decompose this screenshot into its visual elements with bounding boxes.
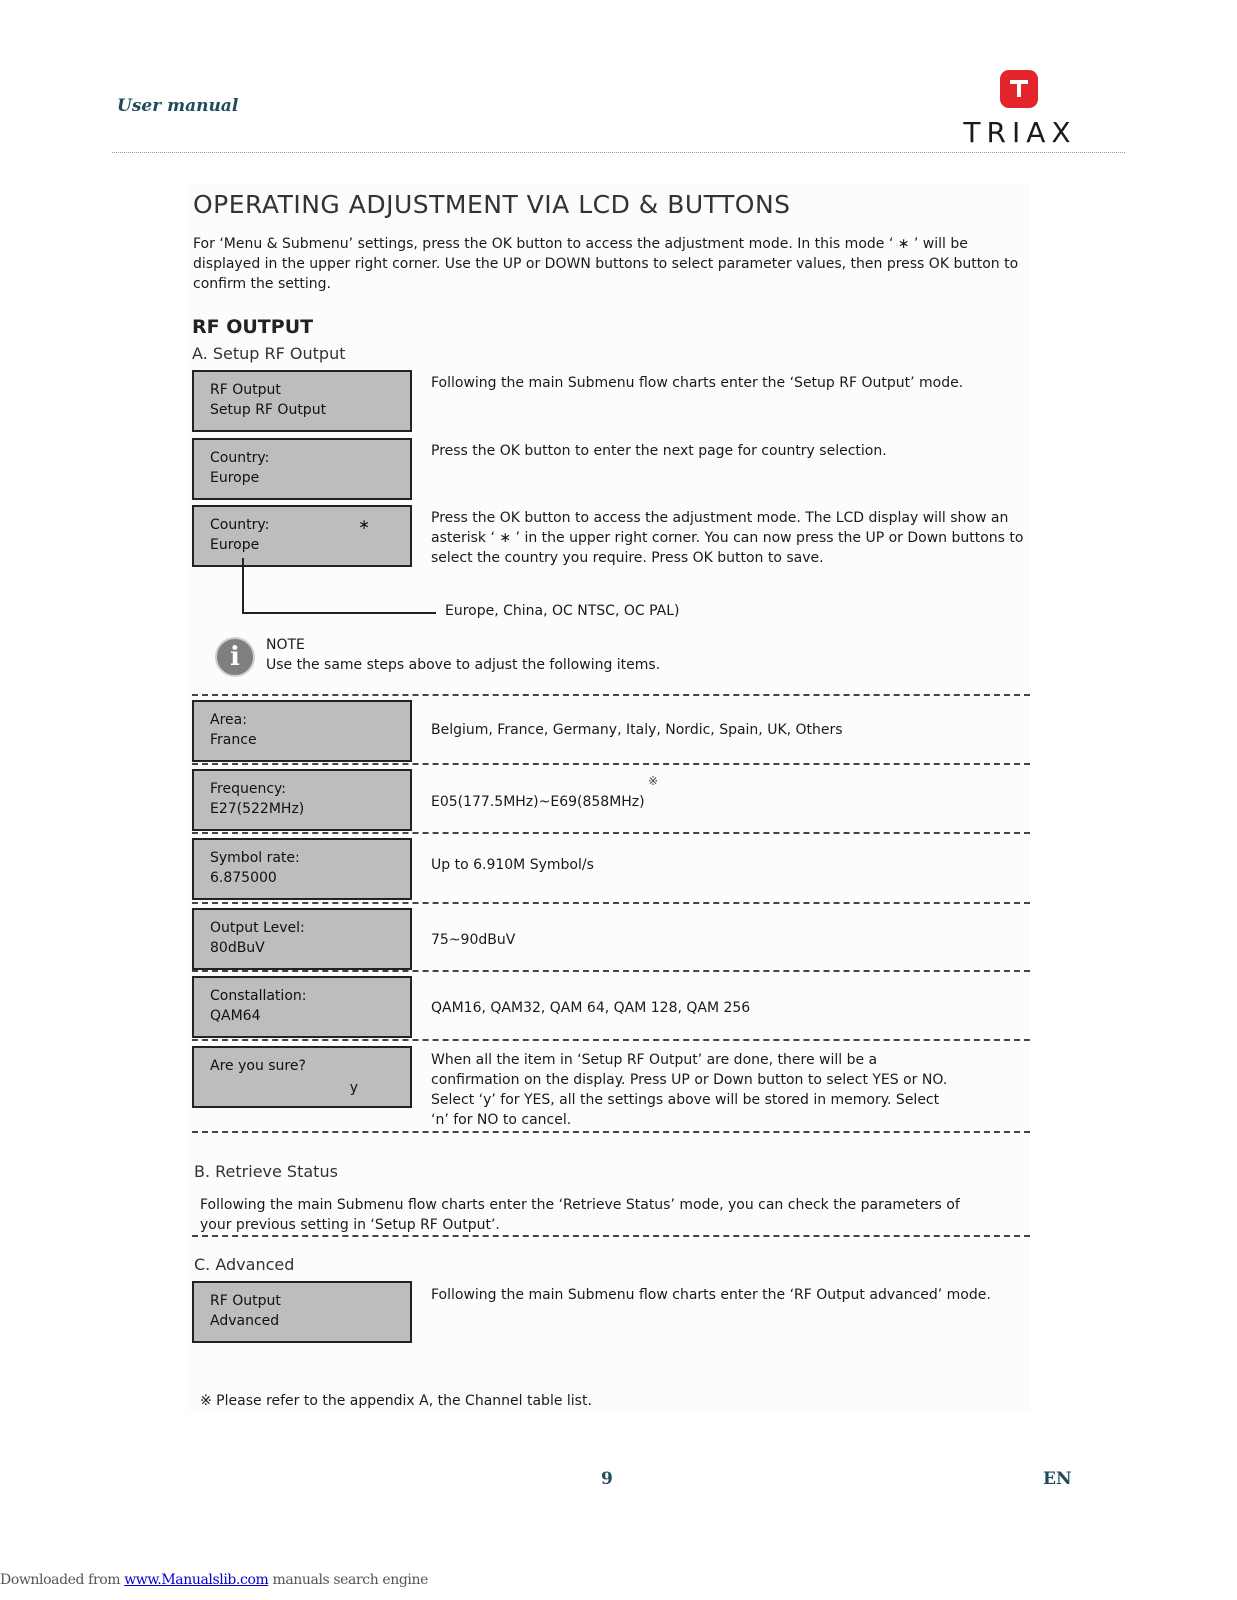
- lcd-display: [192, 838, 412, 900]
- lcd-line-1: RF Output: [210, 382, 281, 398]
- lcd-line-1: Area:: [210, 712, 247, 728]
- footnote: ※ Please refer to the appendix A, the Channel table list.: [200, 1393, 592, 1409]
- retrieve-text: Following the main Submenu flow charts enter the ‘Retrieve Status’ mode, you can check the parameters of your previous setting in ‘Setup RF Output’.: [200, 1197, 960, 1233]
- lcd-line-1: Are you sure?: [210, 1058, 306, 1074]
- lcd-line-2: QAM64: [210, 1008, 261, 1024]
- lcd-display: [192, 1046, 412, 1108]
- item-description: QAM16, QAM32, QAM 64, QAM 128, QAM 256: [431, 1000, 751, 1016]
- dashed-divider: [192, 970, 1030, 972]
- download-suffix: manuals search engine: [268, 1572, 429, 1588]
- header-divider: [112, 152, 1125, 153]
- item-description: Up to 6.910M Symbol/s: [431, 857, 594, 873]
- lcd-line-2: Advanced: [210, 1313, 280, 1329]
- lcd-line-1: Country:: [210, 517, 270, 533]
- lcd-line-1: RF Output: [210, 1293, 281, 1309]
- retrieve-subtitle: B. Retrieve Status: [194, 1162, 338, 1181]
- lcd-display: [192, 700, 412, 762]
- lcd-line-2: France: [210, 732, 257, 748]
- note-text: Use the same steps above to adjust the following items.: [266, 657, 661, 673]
- lcd-display: [192, 976, 412, 1038]
- language-code: EN: [1043, 1469, 1072, 1489]
- item-description: Belgium, France, Germany, Italy, Nordic, Spain, UK, Others: [431, 722, 843, 738]
- step-description: Following the main Submenu flow charts enter the ‘Setup RF Output’ mode.: [431, 375, 964, 391]
- triax-logo-icon: [1000, 70, 1038, 108]
- step-description: Press the OK button to enter the next page for country selection.: [431, 443, 887, 459]
- lcd-line-2: Setup RF Output: [210, 402, 327, 418]
- intro-paragraph: For ‘Menu & Submenu’ settings, press the OK button to access the adjustment mode. In this mode ‘ ∗ ’ will be displayed in the upper right corner. Use the UP or DOWN buttons to select parameter values, then press OK button to confirm the setting.: [193, 236, 1019, 292]
- lcd-line-1: Constallation:: [210, 988, 307, 1004]
- setup-subtitle: A. Setup RF Output: [192, 344, 346, 363]
- logo-text: TRIAX: [963, 116, 1077, 149]
- step-description: Press the OK button to access the adjustment mode. The LCD display will show an asterisk ‘ ∗ ’ in the upper right corner. You can now press the UP or Down buttons to select the country you require. Press OK button to save.: [431, 510, 1024, 566]
- lcd-display: [192, 1281, 412, 1343]
- dashed-divider: [192, 1039, 1030, 1041]
- connector-line-horizontal: [242, 612, 436, 614]
- lcd-line-2: 6.875000: [210, 870, 277, 886]
- triax-logo: [950, 70, 1090, 150]
- lcd-line-1: Country:: [210, 450, 270, 466]
- lcd-line-1: Output Level:: [210, 920, 305, 936]
- lcd-display: [192, 769, 412, 831]
- lcd-display: [192, 438, 412, 500]
- dashed-divider: [192, 694, 1030, 696]
- asterisk-indicator: ∗: [358, 517, 370, 533]
- lcd-line-1: Frequency:: [210, 781, 287, 797]
- item-description: 75~90dBuV: [431, 932, 516, 948]
- lcd-line-2: 80dBuV: [210, 940, 265, 956]
- page-title: OPERATING ADJUSTMENT VIA LCD & BUTTONS: [193, 190, 791, 219]
- reference-mark: ※: [648, 774, 659, 788]
- item-description: When all the item in ‘Setup RF Output’ are done, there will be a confirmation on the display. Press UP or Down button to select YES or NO. Select ‘y’ for YES, all the settings above will be stored in memory. Select ‘n’ for NO to cancel.: [431, 1052, 948, 1128]
- dashed-divider: [192, 763, 1030, 765]
- lcd-line-2: E27(522MHz): [210, 801, 305, 817]
- lcd-line-2: Europe: [210, 470, 260, 486]
- info-icon: i: [215, 637, 255, 677]
- lcd-line-2: Europe: [210, 537, 260, 553]
- advanced-subtitle: C. Advanced: [194, 1255, 295, 1274]
- download-prefix: Downloaded from: [0, 1572, 125, 1588]
- dashed-divider: [192, 1131, 1030, 1133]
- item-description: E05(177.5MHz)~E69(858MHz): [431, 794, 645, 810]
- lcd-display: [192, 505, 412, 567]
- download-notice: [0, 1572, 428, 1588]
- lcd-display: [192, 370, 412, 432]
- manualslib-link[interactable]: www.Manualslib.com: [124, 1572, 269, 1588]
- dashed-divider: [192, 902, 1030, 904]
- note-title: NOTE: [266, 637, 305, 653]
- country-options: Europe, China, OC NTSC, OC PAL): [445, 603, 680, 619]
- dashed-divider: [192, 832, 1030, 834]
- lcd-display: [192, 908, 412, 970]
- lcd-value: y: [349, 1080, 358, 1096]
- lcd-line-1: Symbol rate:: [210, 850, 300, 866]
- header-title: User manual: [117, 96, 239, 116]
- page-number: 9: [601, 1469, 613, 1489]
- advanced-description: Following the main Submenu flow charts enter the ‘RF Output advanced’ mode.: [431, 1287, 991, 1303]
- section-title: RF OUTPUT: [192, 316, 314, 338]
- connector-line-vertical: [242, 558, 244, 614]
- dashed-divider: [192, 1235, 1030, 1237]
